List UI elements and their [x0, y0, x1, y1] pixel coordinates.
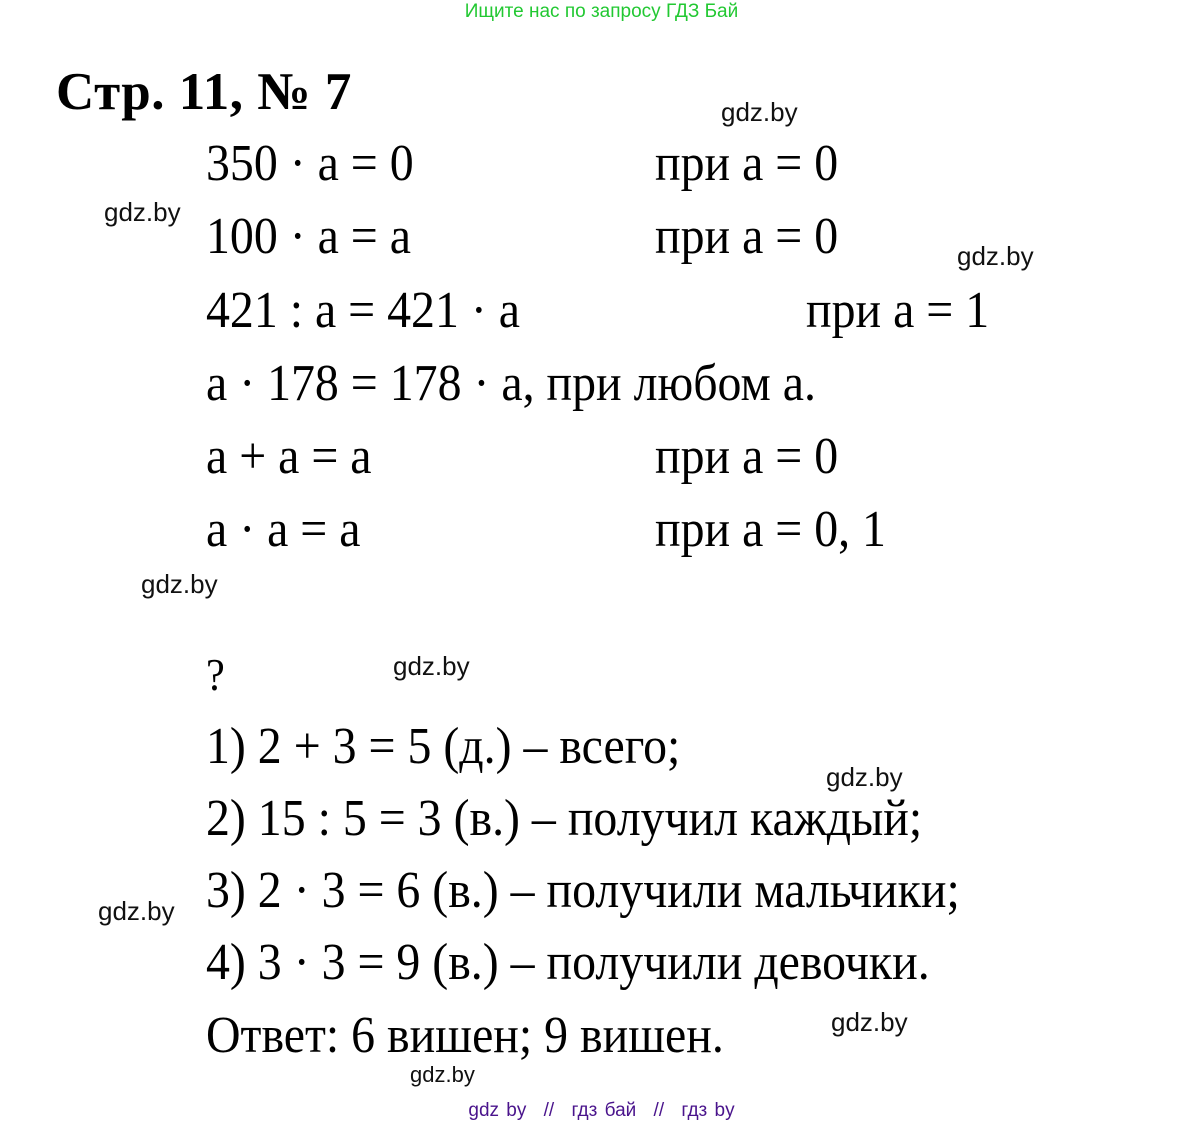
- watermark: gdz.by: [957, 241, 1034, 271]
- solution-step: 4) 3 · 3 = 9 (в.) – получили девочки.: [206, 934, 930, 991]
- watermark: gdz.by: [98, 896, 175, 926]
- equation-expression: 100 · a = a: [206, 208, 411, 265]
- footer-link[interactable]: гдз by: [681, 1100, 735, 1121]
- equation-expression: a · 178 = 178 · a, при любом a.: [206, 355, 816, 412]
- footer-links: [0, 1100, 1203, 1122]
- watermark: gdz.by: [104, 197, 181, 227]
- equation-expression: a + a = a: [206, 428, 372, 485]
- page-title: Стр. 11, № 7: [56, 63, 352, 121]
- equation-condition: при a = 0, 1: [655, 501, 886, 558]
- footer-link[interactable]: gdz by: [468, 1100, 527, 1121]
- footer-separator: //: [653, 1100, 665, 1121]
- equation-expression: a · a = a: [206, 501, 361, 558]
- question-mark: ?: [206, 649, 225, 700]
- watermark: gdz.by: [721, 97, 798, 127]
- solution-step: 3) 2 · 3 = 6 (в.) – получили мальчики;: [206, 862, 960, 919]
- watermark: gdz.by: [826, 762, 903, 792]
- footer-link[interactable]: гдз бай: [571, 1100, 637, 1121]
- equation-condition: при a = 0: [655, 135, 839, 192]
- solution-step: 1) 2 + 3 = 5 (д.) – всего;: [206, 718, 681, 775]
- watermark: gdz.by: [831, 1007, 908, 1037]
- watermark: gdz.by: [410, 1062, 475, 1087]
- solution-step: 2) 15 : 5 = 3 (в.) – получил каждый;: [206, 790, 923, 847]
- top-banner: Ищите нас по запросу ГДЗ Бай: [464, 1, 739, 22]
- footer-separator: //: [543, 1100, 555, 1121]
- equation-condition: при a = 0: [655, 208, 839, 265]
- equation-expression: 421 : a = 421 · a: [206, 282, 520, 339]
- watermark: gdz.by: [141, 569, 218, 599]
- equation-condition: при a = 1: [806, 282, 990, 339]
- watermark: gdz.by: [393, 651, 470, 681]
- equation-condition: при a = 0: [655, 428, 839, 485]
- equation-expression: 350 · a = 0: [206, 135, 414, 192]
- answer-line: Ответ: 6 вишен; 9 вишен.: [206, 1007, 724, 1064]
